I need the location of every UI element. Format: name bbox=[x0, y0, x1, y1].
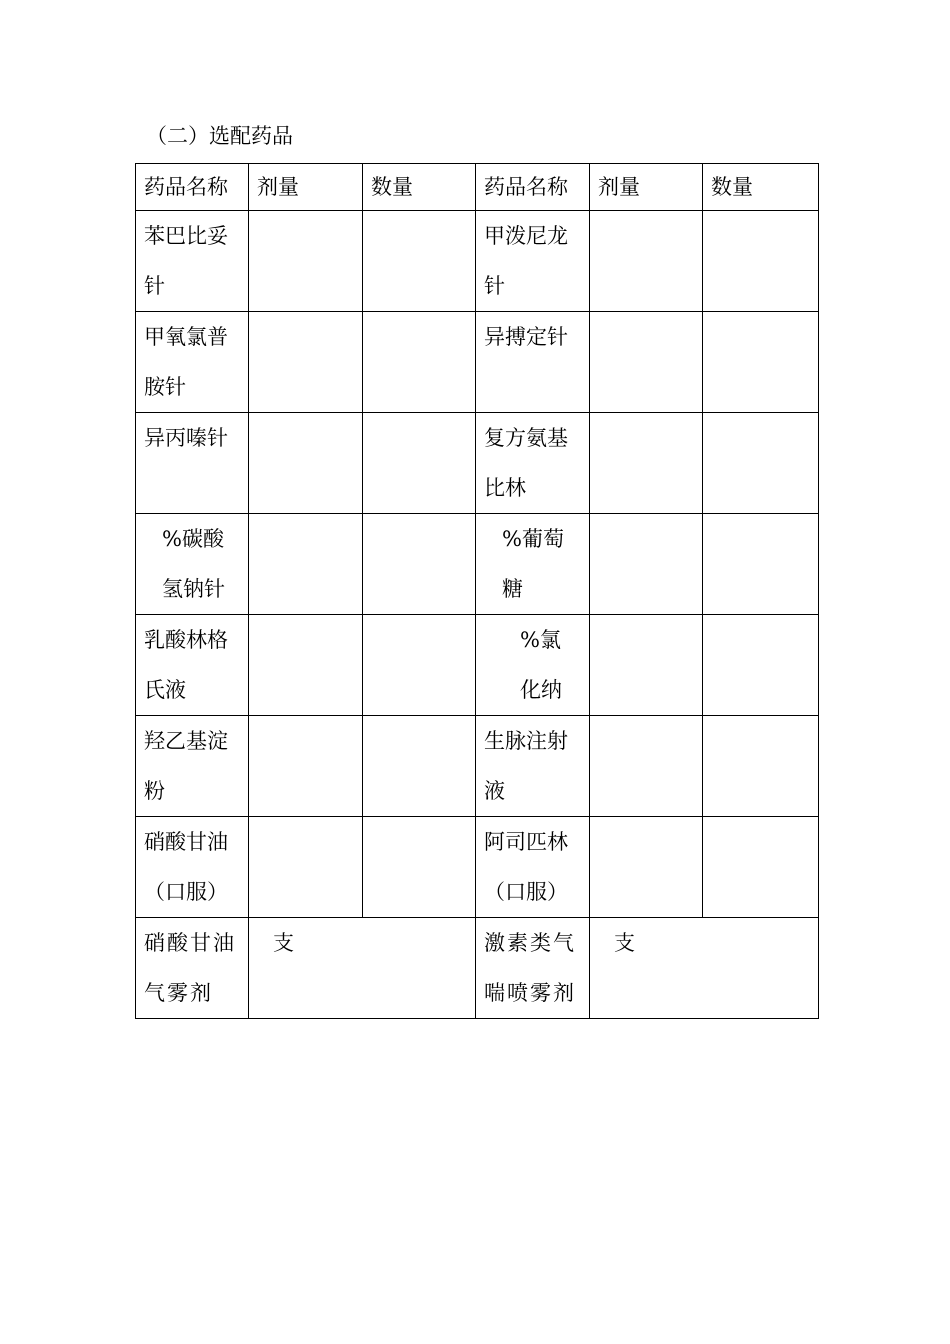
table-row bbox=[136, 817, 819, 918]
quantity-cell[interactable] bbox=[363, 211, 476, 312]
dose-cell[interactable] bbox=[590, 312, 703, 413]
quantity-cell[interactable] bbox=[363, 817, 476, 918]
drug-name: 生脉注射液 bbox=[484, 729, 568, 803]
drug-name: 异搏定针 bbox=[484, 325, 568, 349]
dose-cell[interactable] bbox=[590, 615, 703, 716]
header-drug-name-left: 药品名称 bbox=[136, 164, 249, 211]
drug-name: %碳酸氢钠针 bbox=[162, 527, 225, 601]
header-dose-left: 剂量 bbox=[249, 164, 363, 211]
table-row bbox=[136, 615, 819, 716]
drug-name-cell bbox=[136, 716, 249, 817]
header-dose-right: 剂量 bbox=[590, 164, 703, 211]
quantity-cell[interactable] bbox=[363, 514, 476, 615]
drug-table bbox=[135, 163, 819, 1019]
drug-name-cell bbox=[136, 817, 249, 918]
section-title: （二）选配药品 bbox=[146, 124, 293, 148]
dose-cell[interactable] bbox=[249, 514, 363, 615]
drug-name: 异丙嗪针 bbox=[144, 426, 228, 450]
drug-name-cell bbox=[136, 615, 249, 716]
dose-cell[interactable] bbox=[590, 413, 703, 514]
drug-name-cell bbox=[476, 413, 590, 514]
quantity-cell[interactable] bbox=[363, 716, 476, 817]
dose-cell[interactable] bbox=[249, 817, 363, 918]
table-row bbox=[136, 312, 819, 413]
drug-name: 苯巴比妥针 bbox=[144, 224, 228, 298]
dose-cell[interactable] bbox=[249, 413, 363, 514]
drug-name-cell bbox=[476, 918, 590, 1019]
header-quantity-right: 数量 bbox=[703, 164, 819, 211]
unit-label: 支 bbox=[614, 931, 635, 955]
unit-cell[interactable] bbox=[590, 918, 819, 1019]
drug-name-cell bbox=[136, 918, 249, 1019]
drug-name: 甲泼尼龙针 bbox=[484, 224, 568, 298]
drug-name: 硝酸甘油（口服） bbox=[144, 830, 228, 904]
table-row bbox=[136, 413, 819, 514]
unit-cell[interactable] bbox=[249, 918, 476, 1019]
drug-name: 复方氨基比林 bbox=[484, 426, 568, 500]
drug-name: 硝酸甘油气雾剂 bbox=[144, 931, 236, 1005]
drug-name-cell bbox=[136, 312, 249, 413]
quantity-cell[interactable] bbox=[703, 615, 819, 716]
quantity-cell[interactable] bbox=[703, 817, 819, 918]
unit-label: 支 bbox=[273, 931, 294, 955]
drug-name-cell bbox=[476, 211, 590, 312]
header-drug-name-right: 药品名称 bbox=[476, 164, 590, 211]
dose-cell[interactable] bbox=[249, 312, 363, 413]
table-row bbox=[136, 211, 819, 312]
drug-name: 阿司匹林（口服） bbox=[484, 830, 568, 904]
drug-name: %氯化纳 bbox=[520, 628, 562, 702]
dose-cell[interactable] bbox=[249, 211, 363, 312]
dose-cell[interactable] bbox=[249, 615, 363, 716]
table-header-row bbox=[136, 164, 819, 211]
quantity-cell[interactable] bbox=[703, 211, 819, 312]
header-quantity-left: 数量 bbox=[363, 164, 476, 211]
dose-cell[interactable] bbox=[590, 514, 703, 615]
quantity-cell[interactable] bbox=[703, 413, 819, 514]
table-row-last bbox=[136, 918, 819, 1019]
quantity-cell[interactable] bbox=[363, 615, 476, 716]
drug-name-cell bbox=[476, 514, 590, 615]
drug-name: 羟乙基淀粉 bbox=[144, 729, 228, 803]
drug-name: 甲氧氯普胺针 bbox=[144, 325, 228, 399]
table-row bbox=[136, 716, 819, 817]
table-row bbox=[136, 514, 819, 615]
quantity-cell[interactable] bbox=[703, 514, 819, 615]
drug-name-cell bbox=[476, 312, 590, 413]
drug-name-cell bbox=[136, 514, 249, 615]
drug-name: 乳酸林格氏液 bbox=[144, 628, 228, 702]
drug-name-cell bbox=[476, 817, 590, 918]
drug-name-cell bbox=[476, 615, 590, 716]
quantity-cell[interactable] bbox=[363, 312, 476, 413]
drug-name-cell bbox=[136, 413, 249, 514]
drug-name: 激素类气喘喷雾剂 bbox=[484, 931, 576, 1005]
drug-name-cell bbox=[476, 716, 590, 817]
drug-name: %葡萄糖 bbox=[502, 527, 564, 601]
dose-cell[interactable] bbox=[249, 716, 363, 817]
quantity-cell[interactable] bbox=[703, 312, 819, 413]
quantity-cell[interactable] bbox=[703, 716, 819, 817]
dose-cell[interactable] bbox=[590, 716, 703, 817]
quantity-cell[interactable] bbox=[363, 413, 476, 514]
dose-cell[interactable] bbox=[590, 817, 703, 918]
drug-name-cell bbox=[136, 211, 249, 312]
dose-cell[interactable] bbox=[590, 211, 703, 312]
